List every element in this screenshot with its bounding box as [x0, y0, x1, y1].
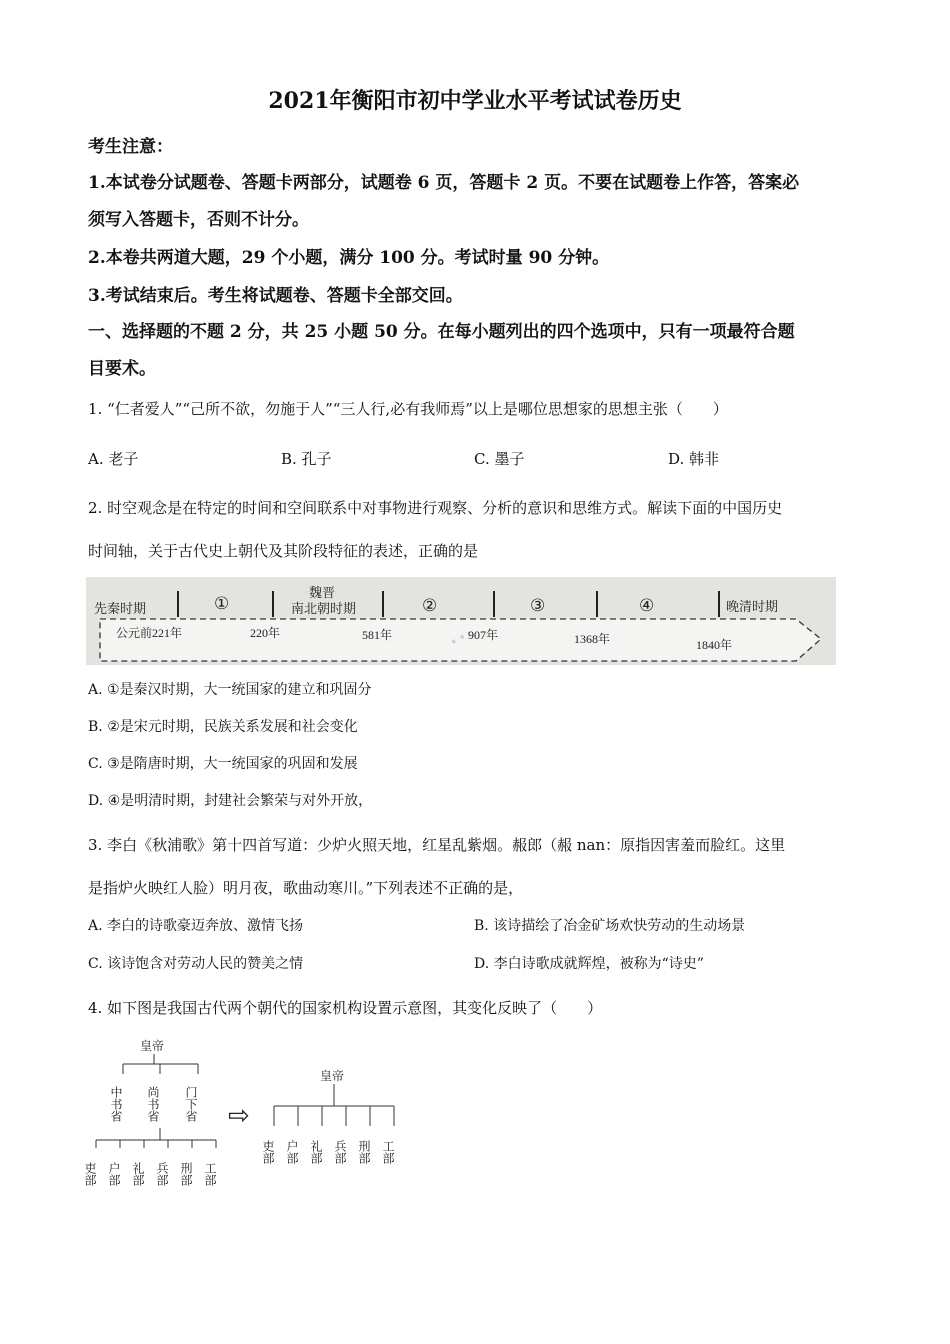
- notice-heading: 考生注意：: [88, 137, 173, 157]
- q2-option-b: B. ②是宋元时期，民族关系发展和社会变化: [88, 719, 358, 735]
- q1-option-b: B. 孔子: [281, 450, 332, 468]
- q3-option-c: C. 该诗饱含对劳动人民的赞美之情: [88, 956, 304, 972]
- left-dept-2: 礼部: [131, 1162, 145, 1186]
- left-ministry-1: 尚书省: [146, 1086, 160, 1122]
- q3-option-d: D. 李白诗歌成就辉煌，被称为“诗史”: [474, 956, 704, 972]
- q3-stem-b: 是指炉火映红人脸）明月夜，歌曲动寒川。”下列表述不正确的是，: [88, 879, 524, 897]
- q1-option-a: A. 老子: [88, 450, 139, 468]
- left-ministry-2: 门下省: [184, 1086, 198, 1122]
- notice-line-1b: 须写入答题卡，否则不计分。: [88, 210, 309, 230]
- section-1-heading-a: 一、选择题的不题 2 分，共 25 小题 50 分。在每小题列出的四个选项中，只有一项最符合题: [88, 322, 795, 342]
- q3-stem-a: 3. 李白《秋浦歌》第十四首写道：少炉火照天地，红星乱紫烟。赧郎（赧 nan：原指因害羞而脸红。这里: [88, 836, 786, 854]
- timeline-watermark: ··: [441, 620, 476, 660]
- timeline-date-0: 公元前221年: [116, 626, 183, 640]
- org-chart-svg: [83, 1036, 408, 1201]
- notice-line-1a: 1.本试卷分试题卷、答题卡两部分，试题卷 6 页，答题卡 2 页。不要在试题卷上作答，答案必: [88, 173, 800, 193]
- left-dept-3: 兵部: [155, 1162, 169, 1186]
- q3-option-b: B. 该诗描绘了冶金矿场欢快劳动的生动场景: [474, 918, 746, 934]
- q2-option-c: C. ③是隋唐时期，大一统国家的巩固和发展: [88, 756, 358, 772]
- timeline-date-1: 220年: [250, 626, 281, 640]
- right-dept-4: 刑部: [357, 1140, 371, 1164]
- q3-option-a: A. 李白的诗歌豪迈奔放、激情飞扬: [88, 918, 304, 934]
- right-dept-5: 工部: [381, 1140, 395, 1164]
- timeline-label-5: ③: [530, 596, 546, 616]
- timeline-svg: [86, 577, 836, 665]
- right-dept-3: 兵部: [333, 1140, 347, 1164]
- notice-line-2: 2.本卷共两道大题，29 个小题，满分 100 分。考试时量 90 分钟。: [88, 248, 610, 268]
- timeline-label-0: 先秦时期: [94, 601, 147, 616]
- timeline-date-3: 907年: [468, 628, 499, 642]
- right-dept-2: 礼部: [309, 1140, 323, 1164]
- timeline-label-4: ②: [422, 596, 438, 616]
- timeline-date-2: 581年: [362, 628, 393, 642]
- timeline-date-5: 1840年: [696, 638, 733, 652]
- q2-option-a: A. ①是秦汉时期，大一统国家的建立和巩固分: [88, 682, 372, 698]
- left-dept-0: 吏部: [83, 1162, 97, 1186]
- transition-arrow-icon: ⇨: [228, 1101, 250, 1131]
- section-1-heading-b: 目要术。: [88, 359, 156, 379]
- notice-line-3: 3.考试结束后。考生将试题卷、答题卡全部交回。: [88, 286, 463, 306]
- timeline-label-1: ①: [214, 594, 230, 614]
- right-emperor: 皇帝: [320, 1069, 345, 1083]
- q1-option-d: D. 韩非: [668, 450, 720, 468]
- left-dept-4: 刑部: [179, 1162, 193, 1186]
- history-timeline-figure: [86, 577, 836, 665]
- q2-stem-b: 时间轴，关于古代史上朝代及其阶段特征的表述，正确的是: [88, 542, 479, 560]
- q2-stem-a: 2. 时空观念是在特定的时间和空间联系中对事物进行观察、分析的意识和思维方式。解读下面的中国历史: [88, 499, 783, 517]
- timeline-label-3: 南北朝时期: [291, 601, 357, 616]
- government-structure-diagram: [83, 1036, 408, 1201]
- page-title: 2021年衡阳市初中学业水平考试试卷历史: [268, 88, 682, 114]
- right-dept-1: 户部: [285, 1140, 299, 1164]
- q2-option-d: D. ④是明清时期，封建社会繁荣与对外开放，: [88, 793, 373, 809]
- q4-stem: 4. 如下图是我国古代两个朝代的国家机构设置示意图，其变化反映了（ ）: [88, 999, 603, 1017]
- left-ministry-0: 中书省: [109, 1086, 123, 1122]
- left-dept-5: 工部: [203, 1162, 217, 1186]
- timeline-label-7: 晚清时期: [726, 599, 779, 614]
- timeline-label-6: ④: [639, 596, 655, 616]
- timeline-label-2: 魏晋: [309, 585, 336, 600]
- q1-stem: 1. “仁者爱人”“己所不欲，勿施于人”“三人行,必有我师焉”以上是哪位思想家的思想主张（ ）: [88, 400, 728, 418]
- left-emperor: 皇帝: [140, 1039, 165, 1053]
- q1-option-c: C. 墨子: [474, 450, 525, 468]
- timeline-date-4: 1368年: [574, 632, 611, 646]
- right-dept-0: 吏部: [261, 1140, 275, 1164]
- left-dept-1: 户部: [107, 1162, 121, 1186]
